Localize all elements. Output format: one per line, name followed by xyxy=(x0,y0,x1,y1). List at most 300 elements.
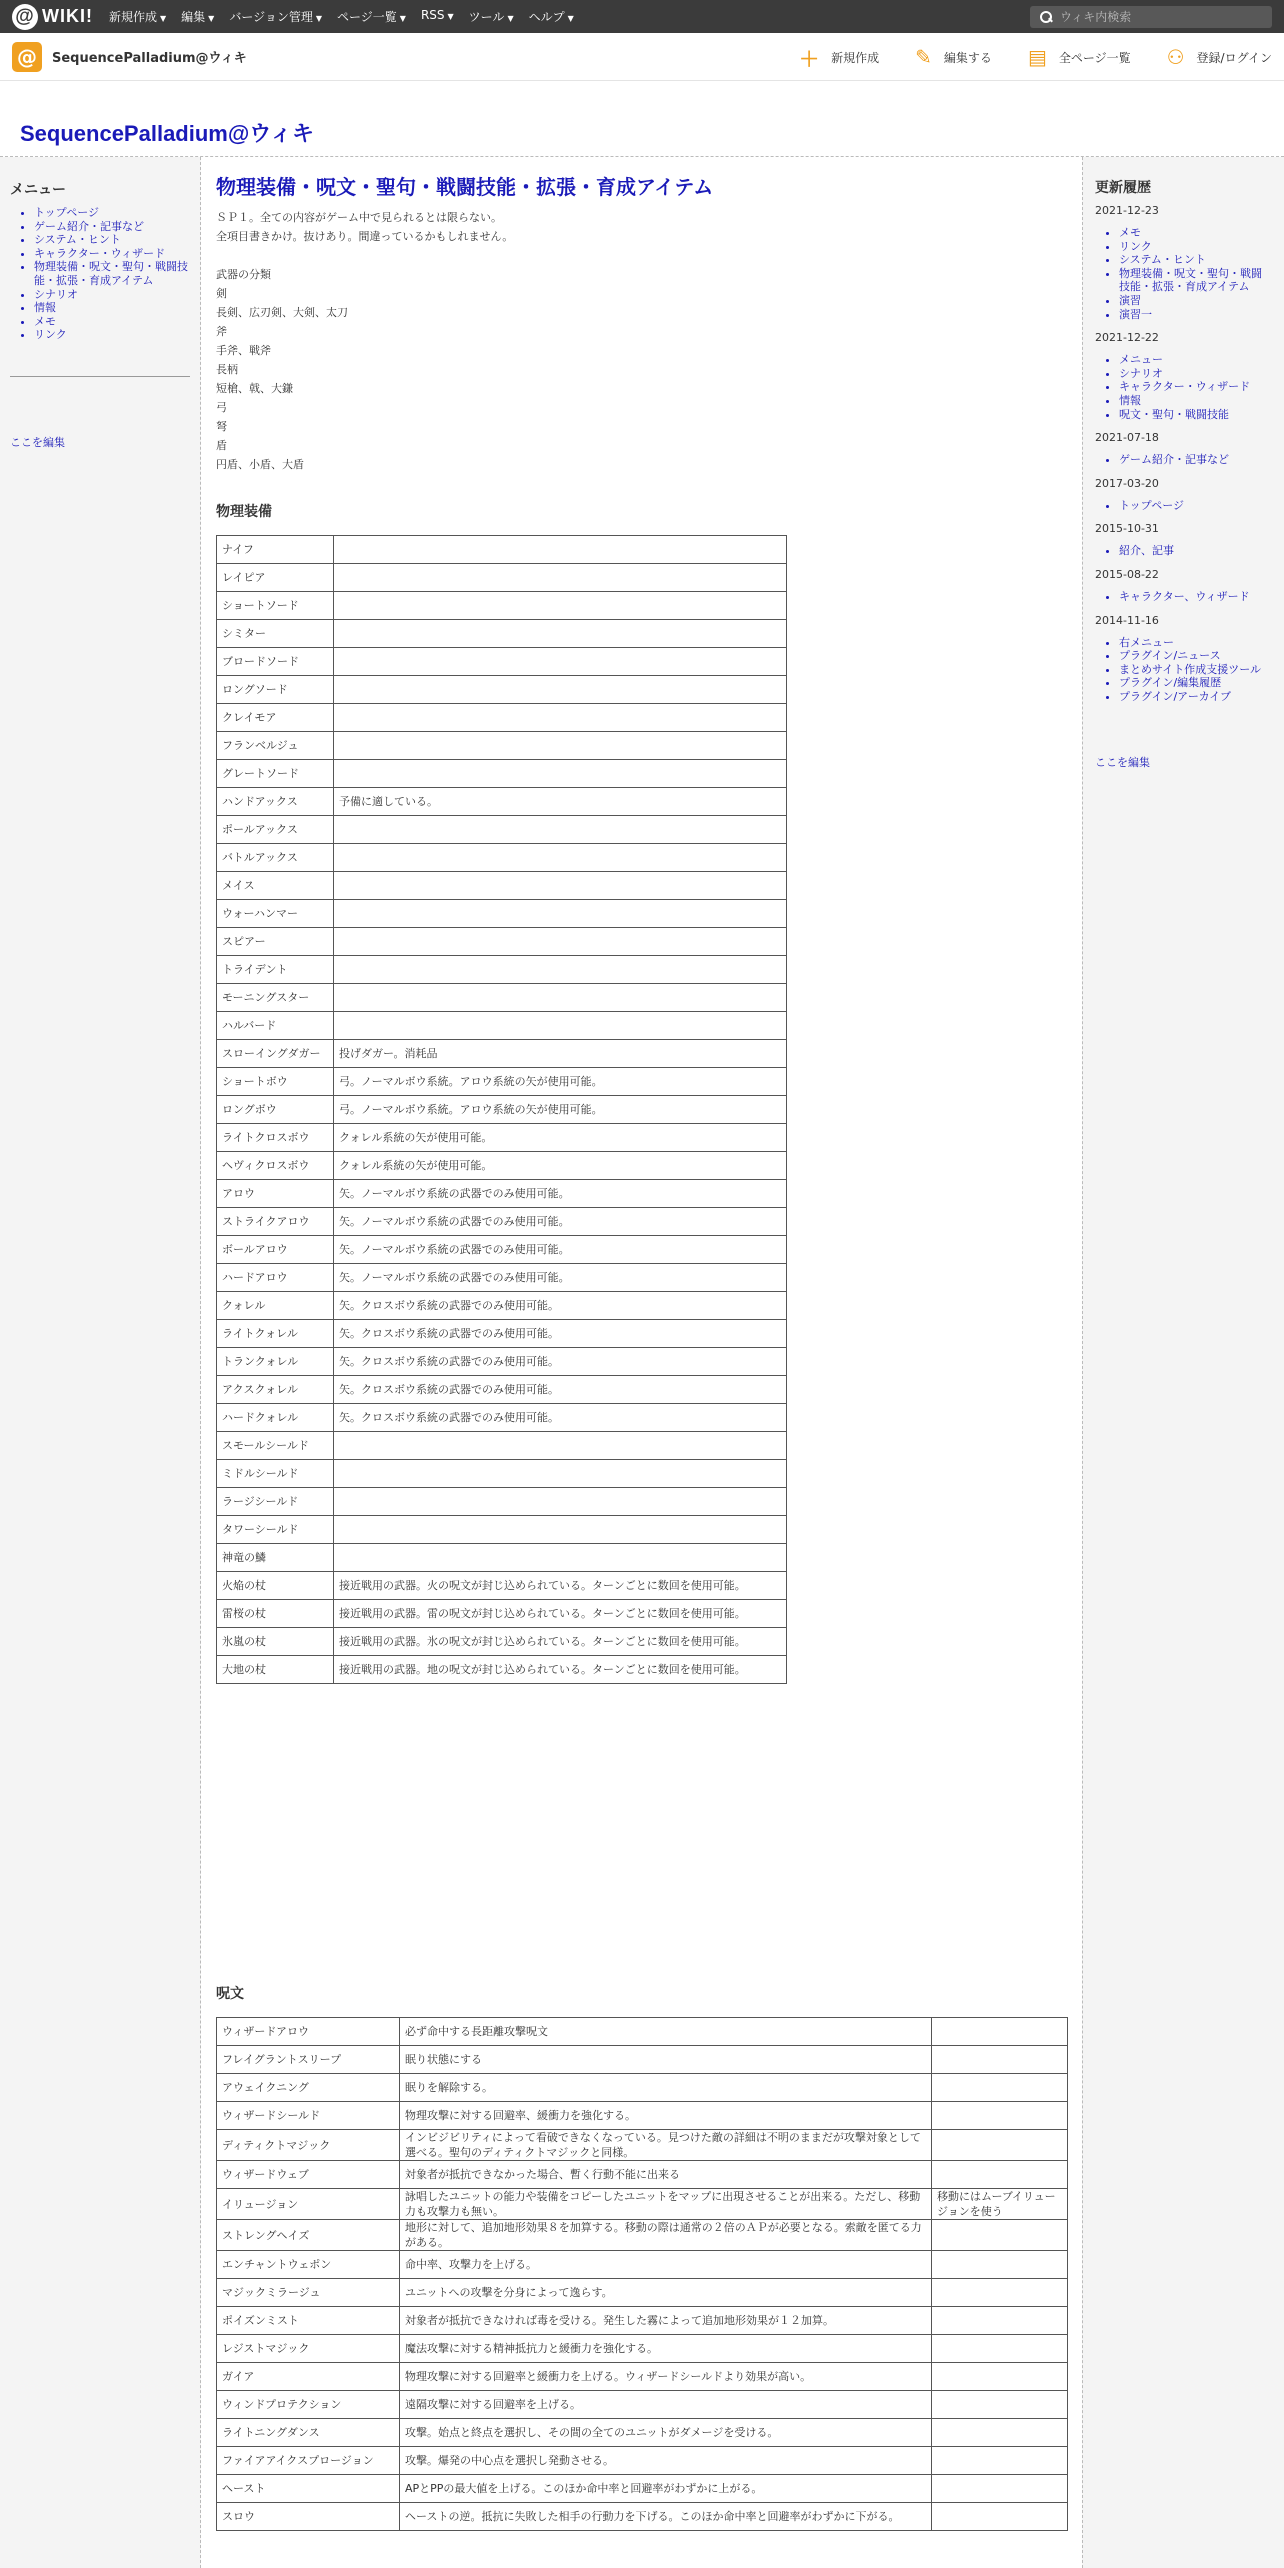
left-menu-link[interactable]: リンク xyxy=(34,328,67,342)
spell-description: 物理攻撃に対する回避率、緩衝力を強化する。 xyxy=(400,2102,932,2130)
spell-description: 魔法攻撃に対する精神抵抗力と緩衝力を強化する。 xyxy=(400,2335,932,2363)
table-row xyxy=(217,788,787,816)
site-name[interactable]: SequencePalladium@ウィキ xyxy=(52,51,247,66)
history-link[interactable]: 呪文・聖句・戦闘技能 xyxy=(1119,407,1229,421)
equipment-name: アクスクォレル xyxy=(217,1376,334,1404)
history-link[interactable]: キャラクター、ウィザード xyxy=(1119,589,1250,603)
category-line: 長剣、広刃剣、大剣、太刀 xyxy=(216,306,348,319)
spell-name: ウィザードアロウ xyxy=(217,2018,400,2046)
equipment-description: 矢。ノーマルボウ系統の武器でのみ使用可能。 xyxy=(334,1180,787,1208)
category-line: 盾 xyxy=(216,439,227,452)
wiki-logo-text: WIKI! xyxy=(42,6,93,26)
table-row xyxy=(217,2447,1068,2475)
spell-description: ヘーストの逆。抵抗に失敗した相手の行動力を下げる。このほか命中率と回避率がわずかに下がる。 xyxy=(400,2503,932,2531)
left-menu-link[interactable]: システム・ヒント xyxy=(34,233,121,247)
equipment-description: 矢。クロスボウ系統の武器でのみ使用可能。 xyxy=(334,1404,787,1432)
left-menu-link[interactable]: キャラクター・ウィザード xyxy=(34,246,166,260)
equipment-name: ブロードソード xyxy=(217,648,334,676)
table-row xyxy=(217,760,787,788)
history-item[interactable] xyxy=(1119,308,1272,322)
plus-icon: ＋ xyxy=(799,46,820,71)
left-menu-item[interactable] xyxy=(34,220,190,234)
equipment-description: 矢。ノーマルボウ系統の武器でのみ使用可能。 xyxy=(334,1208,787,1236)
table-row xyxy=(217,2503,1068,2531)
spell-note xyxy=(932,2130,1068,2161)
history-date: 2014-11-16 xyxy=(1095,613,1159,627)
left-menu-link[interactable]: トップページ xyxy=(34,206,100,219)
history-link[interactable]: プラグイン/アーカイブ xyxy=(1119,689,1231,703)
equipment-name: ハルバード xyxy=(217,1012,334,1040)
table-row xyxy=(217,900,787,928)
menu-rss-label: RSS xyxy=(420,8,445,22)
equipment-description xyxy=(334,648,787,676)
equipment-name: ライトクロスボウ xyxy=(217,1124,334,1152)
table-row xyxy=(217,928,787,956)
history-list xyxy=(1095,636,1272,704)
history-list xyxy=(1095,353,1272,421)
history-date: 2017-03-20 xyxy=(1095,476,1159,490)
equipment-name: スモールシールド xyxy=(217,1432,334,1460)
spell-description: APとPPの最大値を上げる。このほか命中率と回避率がわずかに上がる。 xyxy=(400,2475,932,2503)
spell-name: アウェイクニング xyxy=(217,2074,400,2102)
spell-note xyxy=(932,2251,1068,2279)
table-row xyxy=(217,816,787,844)
spell-name: ウィザードウェブ xyxy=(217,2161,400,2189)
history-item[interactable] xyxy=(1119,294,1272,308)
table-row xyxy=(217,1152,787,1180)
left-menu-link[interactable]: 情報 xyxy=(34,301,56,315)
equipment-description xyxy=(334,592,787,620)
equipment-description xyxy=(334,704,787,732)
history-item[interactable] xyxy=(1119,394,1272,408)
history-link[interactable]: メモ xyxy=(1119,226,1141,239)
caret-down-icon: ▼ xyxy=(507,14,514,23)
spell-description: 眠りを解除する。 xyxy=(400,2074,932,2102)
edit-page-label: 編集する xyxy=(943,50,992,65)
equipment-name: モーニングスター xyxy=(217,984,334,1012)
history-link[interactable]: 物理装備・呪文・聖句・戦闘技能・拡張・育成アイテム xyxy=(1119,266,1262,294)
table-row xyxy=(217,1488,787,1516)
history-item[interactable] xyxy=(1119,353,1272,367)
equipment-name: ハンドアックス xyxy=(217,788,334,816)
history-link[interactable]: キャラクター・ウィザード xyxy=(1119,380,1251,394)
table-row xyxy=(217,2046,1068,2074)
spell-name: ディティクトマジック xyxy=(217,2130,400,2161)
all-pages-button[interactable] xyxy=(1028,45,1131,69)
right-menu-edit-link[interactable]: ここを編集 xyxy=(1095,756,1150,770)
equipment-name: 火焔の杖 xyxy=(217,1572,334,1600)
equipment-description xyxy=(334,816,787,844)
top-bar xyxy=(0,0,1284,33)
history-link[interactable]: 右メニュー xyxy=(1119,635,1174,649)
equipment-description xyxy=(334,676,787,704)
top-menu xyxy=(109,8,589,25)
menu-new-label: 新規作成 xyxy=(108,10,157,24)
spell-description: 対象者が抵抗できなければ毒を受ける。発生した霧によって追加地形効果が１２加算。 xyxy=(400,2307,932,2335)
document-icon: ▤ xyxy=(1027,45,1047,69)
spell-note xyxy=(932,2046,1068,2074)
equipment-description: 弓。ノーマルボウ系統。アロウ系統の矢が使用可能。 xyxy=(334,1096,787,1124)
equipment-name: シミター xyxy=(217,620,334,648)
login-button[interactable] xyxy=(1167,45,1272,69)
spell-name: マジックミラージュ xyxy=(217,2279,400,2307)
table-row xyxy=(217,2475,1068,2503)
left-menu-link[interactable]: ゲーム紹介・記事など xyxy=(34,219,144,233)
history-item[interactable] xyxy=(1119,253,1272,267)
equipment-name: アロウ xyxy=(217,1180,334,1208)
table-row xyxy=(217,1572,787,1600)
table-row xyxy=(217,2335,1068,2363)
spell-description: 遠隔攻撃に対する回避率を上げる。 xyxy=(400,2391,932,2419)
spell-note xyxy=(932,2220,1068,2251)
left-menu-item[interactable] xyxy=(34,315,190,329)
left-menu-link[interactable]: メモ xyxy=(34,314,56,328)
history-link[interactable]: メニュー xyxy=(1119,353,1163,367)
spell-description: 命中率、攻撃力を上げる。 xyxy=(400,2251,932,2279)
table-row xyxy=(217,2419,1068,2447)
spells-heading: 呪文 xyxy=(216,1986,244,2002)
left-menu-heading: メニュー xyxy=(10,182,66,198)
equipment-description: 矢。ノーマルボウ系統の武器でのみ使用可能。 xyxy=(334,1264,787,1292)
equipment-name: ショートソード xyxy=(217,592,334,620)
equipment-description xyxy=(334,900,787,928)
equipment-description xyxy=(334,1460,787,1488)
equipment-name: グレートソード xyxy=(217,760,334,788)
table-row xyxy=(217,1544,787,1572)
table-row xyxy=(217,2018,1068,2046)
menu-rss[interactable] xyxy=(421,8,454,25)
spell-note xyxy=(932,2102,1068,2130)
equipment-description xyxy=(334,1012,787,1040)
spell-name: ガイア xyxy=(217,2363,400,2391)
site-actions xyxy=(763,33,1272,81)
equipment-heading: 物理装備 xyxy=(216,504,272,520)
history-link[interactable]: トップページ xyxy=(1119,498,1185,512)
table-row xyxy=(217,1376,787,1404)
history-link[interactable]: シナリオ xyxy=(1119,366,1163,380)
intro-line: ＳＰ１。全ての内容がゲーム中で見られるとは限らない。 xyxy=(216,211,502,224)
equipment-name: タワーシールド xyxy=(217,1516,334,1544)
table-row xyxy=(217,1012,787,1040)
history-date: 2015-10-31 xyxy=(1095,522,1159,536)
equipment-name: ロングボウ xyxy=(217,1096,334,1124)
table-row xyxy=(217,956,787,984)
left-menu-item[interactable] xyxy=(34,301,190,315)
history-item[interactable] xyxy=(1119,240,1272,254)
left-menu-link[interactable]: 物理装備・呪文・聖句・戦闘技能・拡張・育成アイテム xyxy=(34,260,188,287)
category-line: 弓 xyxy=(216,401,227,414)
spell-name: ヘースト xyxy=(217,2475,400,2503)
table-row xyxy=(217,2307,1068,2335)
history-item[interactable] xyxy=(1119,267,1272,294)
history-date: 2021-12-22 xyxy=(1095,331,1159,345)
spell-note xyxy=(932,2161,1068,2189)
category-line: 剣 xyxy=(216,287,227,300)
table-row xyxy=(217,1404,787,1432)
equipment-description xyxy=(334,564,787,592)
spell-note: 移動にはムーブイリュージョンを使う xyxy=(932,2189,1068,2220)
equipment-description: 予備に適している。 xyxy=(334,788,787,816)
table-row xyxy=(217,1124,787,1152)
equipment-name: ラージシールド xyxy=(217,1488,334,1516)
category-line: 武器の分類 xyxy=(216,268,271,281)
table-row xyxy=(217,1432,787,1460)
equipment-description: 弓。ノーマルボウ系統。アロウ系統の矢が使用可能。 xyxy=(334,1068,787,1096)
table-row xyxy=(217,2391,1068,2419)
history-item[interactable] xyxy=(1119,499,1272,513)
equipment-name: フランベルジュ xyxy=(217,732,334,760)
table-row xyxy=(217,1264,787,1292)
spell-note xyxy=(932,2335,1068,2363)
add-user-icon: ⚇ xyxy=(1166,45,1185,69)
spell-note xyxy=(932,2018,1068,2046)
category-line: 長柄 xyxy=(216,363,238,376)
spells-table xyxy=(216,2017,1068,2531)
spell-description: 攻撃。爆発の中心点を選択し発動させる。 xyxy=(400,2447,932,2475)
equipment-name: ミドルシールド xyxy=(217,1460,334,1488)
history-link[interactable]: ゲーム紹介・記事など xyxy=(1119,453,1229,467)
history-item[interactable] xyxy=(1119,408,1272,422)
spell-description: ユニットへの攻撃を分身によって逸らす。 xyxy=(400,2279,932,2307)
table-row xyxy=(217,592,787,620)
spell-description: 物理攻撃に対する回避率と緩衝力を上げる。ウィザードシールドより効果が高い。 xyxy=(400,2363,932,2391)
equipment-name: 雷桜の杖 xyxy=(217,1600,334,1628)
table-row xyxy=(217,2251,1068,2279)
equipment-description: クォレル系統の矢が使用可能。 xyxy=(334,1124,787,1152)
equipment-description: 接近戦用の武器。氷の呪文が封じ込められている。ターンごとに数回を使用可能。 xyxy=(334,1628,787,1656)
new-page-label: 新規作成 xyxy=(831,50,880,65)
history-link[interactable]: 情報 xyxy=(1119,393,1141,407)
spell-description: インビジビリティによって看破できなくなっている。見つけた敵の詳細は不明のままだが攻撃対象として選べる。聖句のディティクトマジックと同様。 xyxy=(400,2130,932,2161)
equipment-description xyxy=(334,1516,787,1544)
left-menu-item[interactable] xyxy=(34,247,190,261)
menu-tools-label: ツール xyxy=(468,10,505,24)
intro xyxy=(216,208,1068,246)
history-item[interactable] xyxy=(1119,544,1272,558)
category-line: 手斧、戦斧 xyxy=(216,344,271,357)
table-row xyxy=(217,1460,787,1488)
spell-note xyxy=(932,2363,1068,2391)
menu-version[interactable] xyxy=(229,8,322,25)
table-row xyxy=(217,564,787,592)
equipment-description: 投げダガー。消耗品 xyxy=(334,1040,787,1068)
page-title[interactable]: 物理装備・呪文・聖句・戦闘技能・拡張・育成アイテム xyxy=(216,177,714,199)
history-link[interactable]: リンク xyxy=(1119,239,1152,253)
spell-note xyxy=(932,2074,1068,2102)
site-bar xyxy=(0,33,1284,81)
left-menu-item[interactable] xyxy=(34,233,190,247)
edit-page-button[interactable] xyxy=(915,45,992,69)
history-item[interactable] xyxy=(1119,636,1272,650)
equipment-name: ライトクォレル xyxy=(217,1320,334,1348)
category-line: 斧 xyxy=(216,325,227,338)
equipment-description: 接近戦用の武器。雷の呪文が封じ込められている。ターンごとに数回を使用可能。 xyxy=(334,1600,787,1628)
equipment-table xyxy=(216,535,787,1684)
table-row xyxy=(217,2279,1068,2307)
table-row xyxy=(217,2220,1068,2251)
site-logo-icon[interactable]: @ xyxy=(12,42,42,72)
spell-name: ウィザードシールド xyxy=(217,2102,400,2130)
left-menu xyxy=(0,157,201,2568)
new-page-button[interactable] xyxy=(799,43,879,72)
main-content xyxy=(202,157,1082,2545)
history-item[interactable] xyxy=(1119,367,1272,381)
wiki-header-title[interactable]: SequencePalladium@ウィキ xyxy=(20,121,314,146)
equipment-name: クレイモア xyxy=(217,704,334,732)
spell-note xyxy=(932,2391,1068,2419)
caret-down-icon: ▼ xyxy=(447,12,454,21)
equipment-name: ヘヴィクロスボウ xyxy=(217,1152,334,1180)
table-row xyxy=(217,704,787,732)
spell-name: スロウ xyxy=(217,2503,400,2531)
history-item[interactable] xyxy=(1119,590,1272,604)
login-label: 登録/ログイン xyxy=(1196,50,1272,65)
equipment-description xyxy=(334,984,787,1012)
left-menu-item[interactable] xyxy=(34,288,190,302)
left-menu-item[interactable] xyxy=(34,260,190,287)
caret-down-icon: ▼ xyxy=(208,14,215,23)
category-line: 円盾、小盾、大盾 xyxy=(216,458,304,471)
menu-pages[interactable] xyxy=(337,8,406,25)
menu-new[interactable] xyxy=(109,8,166,25)
caret-down-icon: ▼ xyxy=(315,14,323,23)
equipment-name: スピアー xyxy=(217,928,334,956)
equipment-name: トライデント xyxy=(217,956,334,984)
spell-name: イリュージョン xyxy=(217,2189,400,2220)
history-list xyxy=(1095,544,1272,558)
history-link[interactable]: 紹介、記事 xyxy=(1119,544,1174,558)
caret-down-icon: ▼ xyxy=(399,14,406,23)
menu-edit[interactable] xyxy=(181,8,214,25)
all-pages-label: 全ページ一覧 xyxy=(1058,50,1131,65)
equipment-description: 矢。クロスボウ系統の武器でのみ使用可能。 xyxy=(334,1292,787,1320)
history-item[interactable] xyxy=(1119,649,1272,663)
equipment-name: バトルアックス xyxy=(217,844,334,872)
table-row xyxy=(217,2130,1068,2161)
category-line: 短槍、戟、大鎌 xyxy=(216,382,293,395)
equipment-name: クォレル xyxy=(217,1292,334,1320)
equipment-name: ロングソード xyxy=(217,676,334,704)
table-row xyxy=(217,2189,1068,2220)
table-row xyxy=(217,1068,787,1096)
spell-description: 詠唱したユニットの能力や装備をコピーしたユニットをマップに出現させることが出来る。ただし、移動力も攻撃力も無い。 xyxy=(400,2189,932,2220)
category-line: 弩 xyxy=(216,420,227,433)
table-row xyxy=(217,676,787,704)
spell-name: ライトニングダンス xyxy=(217,2419,400,2447)
equipment-name: ポールアックス xyxy=(217,816,334,844)
caret-down-icon: ▼ xyxy=(160,14,167,23)
history-item[interactable] xyxy=(1119,676,1272,690)
history-list xyxy=(1095,590,1272,604)
equipment-description: 矢。クロスボウ系統の武器でのみ使用可能。 xyxy=(334,1320,787,1348)
wiki-logo[interactable] xyxy=(12,4,93,30)
history-date: 2021-12-23 xyxy=(1095,204,1159,217)
menu-help[interactable] xyxy=(529,8,574,25)
left-menu-item[interactable] xyxy=(34,206,190,220)
search-box[interactable] xyxy=(1030,6,1272,28)
spell-name: レジストマジック xyxy=(217,2335,400,2363)
history-item[interactable] xyxy=(1119,690,1272,704)
equipment-description xyxy=(334,928,787,956)
history-link[interactable]: まとめサイト作成支援ツール xyxy=(1119,662,1262,676)
table-row xyxy=(217,2363,1068,2391)
spell-description: 攻撃。始点と終点を選択し、その間の全てのユニットがダメージを受ける。 xyxy=(400,2419,932,2447)
equipment-description xyxy=(334,760,787,788)
history-item[interactable] xyxy=(1119,453,1272,467)
equipment-name: 氷嵐の杖 xyxy=(217,1628,334,1656)
table-row xyxy=(217,844,787,872)
equipment-name: ボールアロウ xyxy=(217,1236,334,1264)
equipment-name: ショートボウ xyxy=(217,1068,334,1096)
equipment-description: 矢。クロスボウ系統の武器でのみ使用可能。 xyxy=(334,1348,787,1376)
spell-name: エンチャントウェポン xyxy=(217,2251,400,2279)
table-row xyxy=(217,2074,1068,2102)
menu-help-label: ヘルプ xyxy=(528,10,565,24)
left-menu-divider xyxy=(10,376,190,377)
history-list xyxy=(1095,453,1272,467)
table-row xyxy=(217,1656,787,1684)
menu-edit-label: 編集 xyxy=(181,10,206,24)
spell-note xyxy=(932,2279,1068,2307)
spell-note xyxy=(932,2503,1068,2531)
equipment-description xyxy=(334,844,787,872)
table-row xyxy=(217,872,787,900)
spell-name: ファイアアイクスプロージョン xyxy=(217,2447,400,2475)
intro-line: 全項目書きかけ。抜けあり。間違っているかもしれません。 xyxy=(216,230,514,243)
history-link[interactable]: プラグイン/ニュース xyxy=(1119,649,1221,663)
search-icon xyxy=(1040,11,1052,23)
history-link[interactable]: システム・ヒント xyxy=(1119,253,1206,267)
at-logo-icon: @ xyxy=(12,4,38,30)
spell-description: 眠り状態にする xyxy=(400,2046,932,2074)
search-input[interactable] xyxy=(1060,10,1260,24)
table-row xyxy=(217,1600,787,1628)
equipment-description: 接近戦用の武器。地の呪文が封じ込められている。ターンごとに数回を使用可能。 xyxy=(334,1656,787,1684)
menu-tools[interactable] xyxy=(469,8,514,25)
history-link[interactable]: プラグイン/編集履歴 xyxy=(1119,676,1222,690)
equipment-name: ウォーハンマー xyxy=(217,900,334,928)
table-row xyxy=(217,1516,787,1544)
history-date: 2021-07-18 xyxy=(1095,431,1159,445)
equipment-description xyxy=(334,1432,787,1460)
history-link[interactable]: 演習一 xyxy=(1119,307,1152,321)
equipment-name: トランクォレル xyxy=(217,1348,334,1376)
history-link[interactable]: 演習 xyxy=(1119,293,1141,307)
spell-description: 対象者が抵抗できなかった場合、暫く行動不能に出来る xyxy=(400,2161,932,2189)
table-row xyxy=(217,984,787,1012)
equipment-description: 接近戦用の武器。火の呪文が封じ込められている。ターンごとに数回を使用可能。 xyxy=(334,1572,787,1600)
history-item[interactable] xyxy=(1119,226,1272,240)
table-row xyxy=(217,732,787,760)
table-row xyxy=(217,648,787,676)
pencil-icon: ✎ xyxy=(915,45,932,69)
history-item[interactable] xyxy=(1119,663,1272,677)
left-menu-edit-link[interactable]: ここを編集 xyxy=(10,435,65,449)
left-menu-link[interactable]: シナリオ xyxy=(34,287,78,301)
equipment-name: ハードクォレル xyxy=(217,1404,334,1432)
spell-name: ポイズンミスト xyxy=(217,2307,400,2335)
table-row xyxy=(217,536,787,564)
left-menu-list xyxy=(10,206,190,342)
history-item[interactable] xyxy=(1119,380,1272,394)
table-row xyxy=(217,1348,787,1376)
spell-note xyxy=(932,2475,1068,2503)
left-menu-item[interactable] xyxy=(34,328,190,342)
table-row xyxy=(217,1628,787,1656)
weapon-categories xyxy=(216,265,1068,474)
spell-note xyxy=(932,2419,1068,2447)
table-row xyxy=(217,1292,787,1320)
